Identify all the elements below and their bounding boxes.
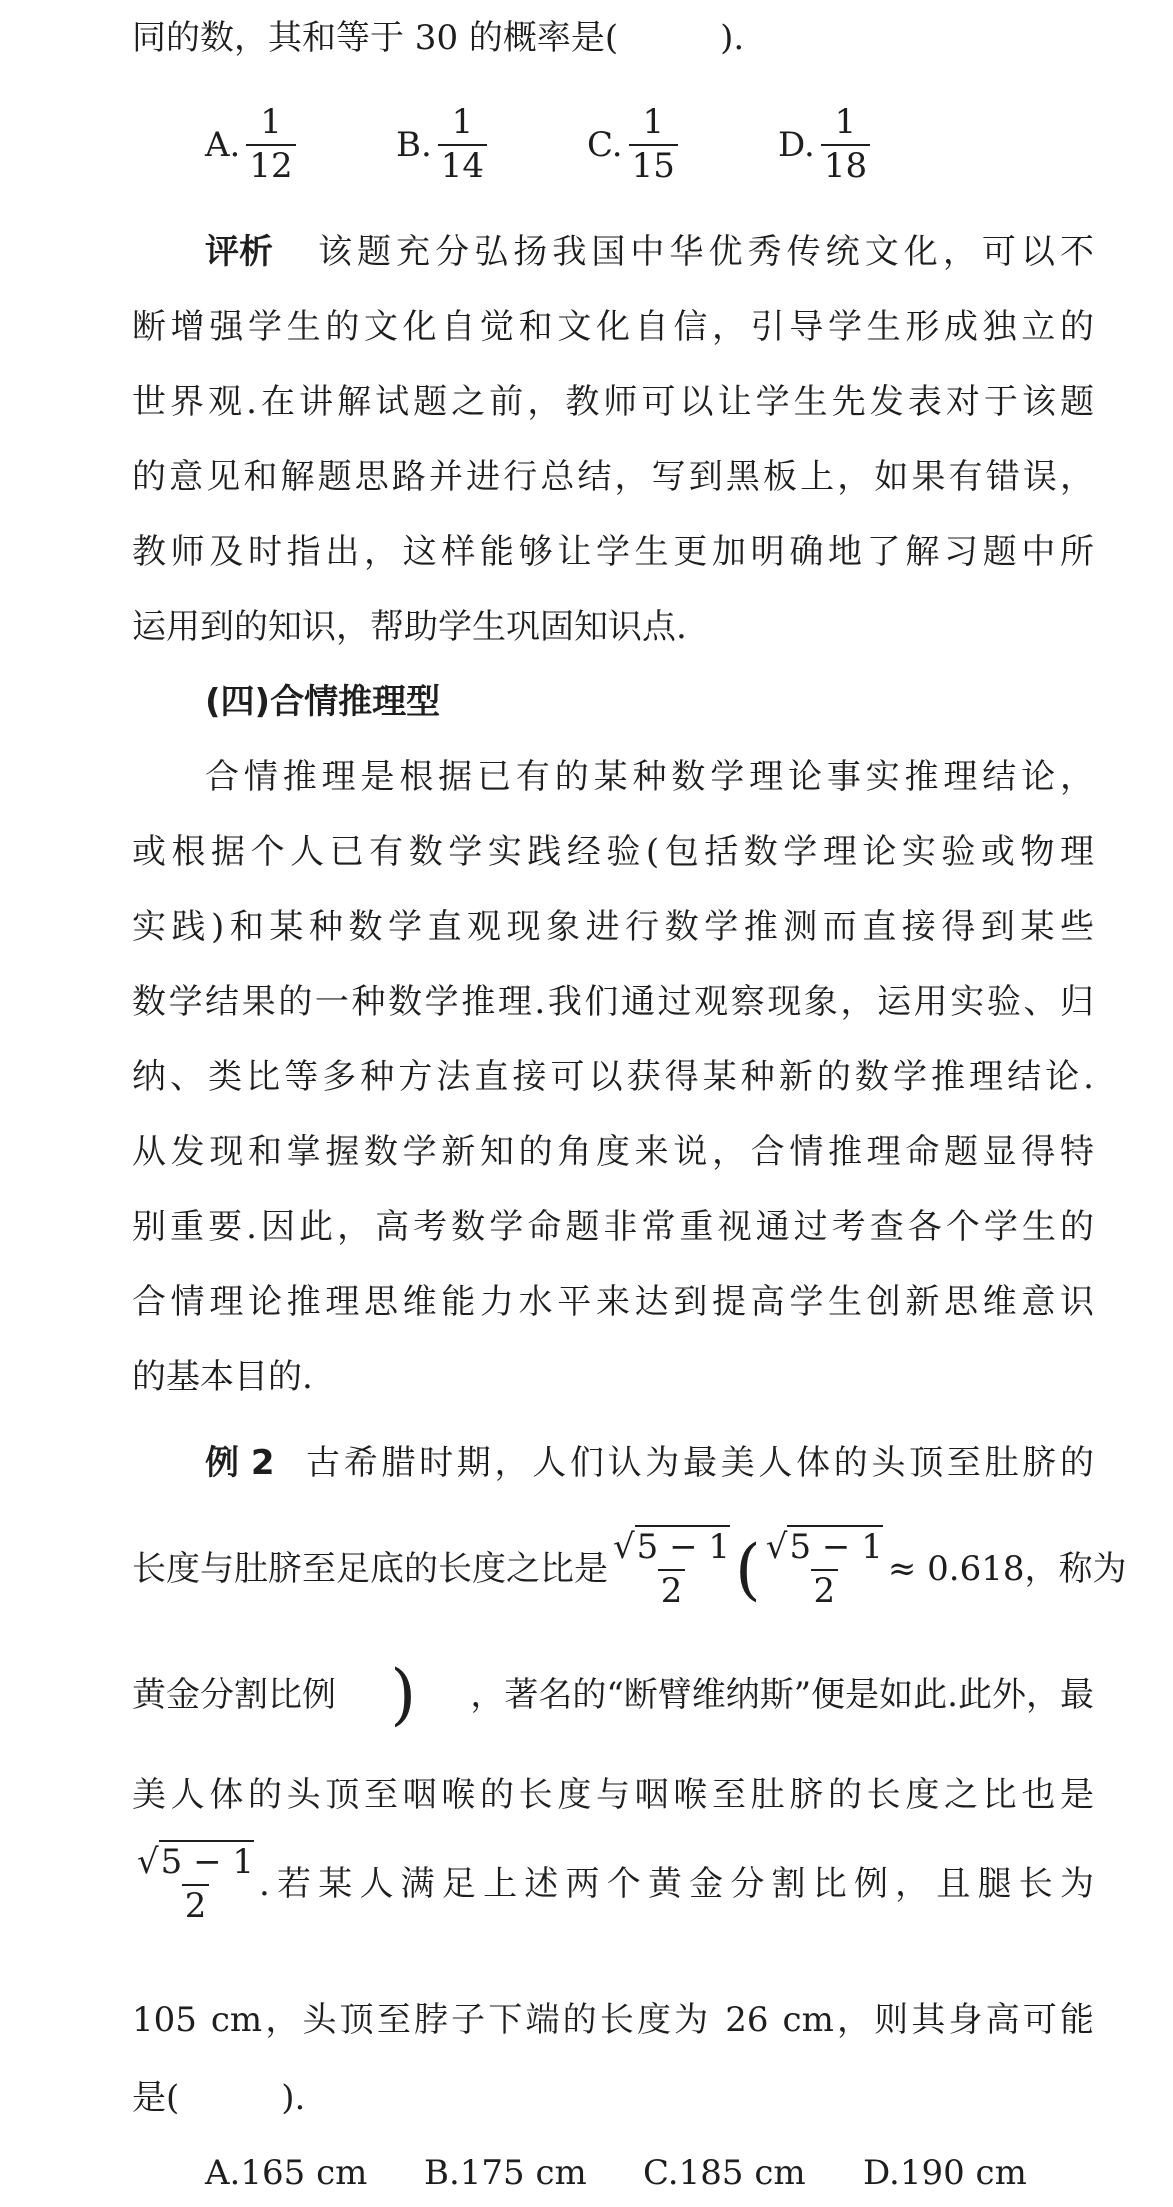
section-line-5: 纳、类比等多种方法直接可以获得某种新的数学推理结论. <box>132 1057 1094 1097</box>
fraction-denominator: 15 <box>629 144 678 185</box>
q1-option-c <box>587 102 680 186</box>
analysis-line-3: 世界观.在讲解试题之前，教师可以让学生先发表对于该题 <box>132 382 1094 422</box>
example-line-4: 美人体的头顶至咽喉的长度与咽喉至肚脐的长度之比也是 <box>132 1775 1094 1815</box>
fraction-numerator: 1 <box>260 102 282 142</box>
section-line-6: 从发现和掌握数学新知的角度来说，合情推理命题显得特 <box>132 1132 1094 1172</box>
option-fraction <box>629 102 678 186</box>
section-line-3: 实践)和某种数学直观现象进行数学推测而直接得到某些 <box>132 907 1094 947</box>
section-line-1: 合情推理是根据已有的某种数学理论事实推理结论， <box>205 757 1094 797</box>
fraction-numerator: 1 <box>642 102 665 142</box>
q1-option-a <box>205 102 298 186</box>
golden-ratio-fraction <box>610 1527 733 1611</box>
analysis-line-5: 教师及时指出，这样能够让学生更加明确地了解习题中所 <box>132 532 1094 572</box>
option-label: C. <box>587 124 623 165</box>
example-line-5 <box>132 1842 1094 1926</box>
fraction-numerator: √5 − 1 <box>765 1527 883 1567</box>
example-line-2 <box>132 1527 1127 1611</box>
golden-ratio-fraction-2 <box>763 1527 886 1611</box>
option-fraction <box>821 102 870 186</box>
example-line-3-text: 黄金分割比例 <box>132 1674 336 1715</box>
example-option-a: A.165 cm <box>205 2153 368 2193</box>
example-line-7: 是( ). <box>132 2078 306 2118</box>
analysis-line-4: 的意见和解题思路并进行总结，写到黑板上，如果有错误， <box>132 457 1094 497</box>
fraction-denominator: 2 <box>182 1884 210 1925</box>
fraction-denominator: 12 <box>246 144 295 185</box>
sqrt-radicand: 5 − 1 <box>636 1527 731 1567</box>
analysis-heading <box>205 232 273 273</box>
section-title: (四)合情推理型 <box>205 682 441 722</box>
example-label: 例 2 <box>205 1443 275 1483</box>
golden-ratio-fraction-3 <box>134 1842 257 1926</box>
option-label: A. <box>205 124 241 165</box>
fraction-numerator: √5 − 1 <box>137 1842 255 1882</box>
example-line-3 <box>132 1656 1094 1733</box>
option-fraction <box>246 102 295 186</box>
fraction-denominator: 2 <box>811 1569 839 1610</box>
example-option-b: B.175 cm <box>424 2153 587 2193</box>
section-line-9: 的基本目的. <box>132 1357 313 1397</box>
fraction-denominator: 2 <box>658 1569 686 1610</box>
option-fraction <box>438 102 487 186</box>
question-1-tail: 同的数，其和等于 30 的概率是( ). <box>132 18 745 58</box>
fraction-numerator: 1 <box>834 102 857 142</box>
analysis-line-6: 运用到的知识，帮助学生巩固知识点. <box>132 607 687 647</box>
right-paren: ) <box>390 1656 417 1733</box>
fraction-numerator: 1 <box>451 102 474 142</box>
section-line-8: 合情理论推理思维能力水平来达到提高学生创新思维意识 <box>132 1282 1094 1322</box>
option-label: B. <box>396 124 432 165</box>
analysis-line-1: 该题充分弘扬我国中华优秀传统文化，可以不 <box>318 232 1094 272</box>
fraction-denominator: 14 <box>438 144 487 185</box>
analysis-line-2: 断增强学生的文化自觉和文化自信，引导学生形成独立的 <box>132 307 1094 347</box>
left-paren: ( <box>735 1530 761 1608</box>
q1-option-d <box>778 102 872 186</box>
section-line-4: 数学结果的一种数学推理.我们通过观察现象，运用实验、归 <box>132 982 1094 1022</box>
section-line-2: 或根据个人已有数学实践经验(包括数学理论实验或物理 <box>132 832 1094 872</box>
sqrt-radicand: 5 − 1 <box>160 1842 255 1882</box>
fraction-denominator: 18 <box>821 144 870 185</box>
example-line-2-tail: ≈ 0.618，称为 <box>887 1549 1127 1590</box>
example-option-d: D.190 cm <box>863 2153 1027 2193</box>
example-option-c: C.185 cm <box>643 2153 806 2193</box>
example-line-5-tail: .若某人满足上述两个黄金分割比例，且腿长为 <box>259 1864 1094 1905</box>
sqrt-radicand: 5 − 1 <box>789 1527 883 1567</box>
example-line-6: 105 cm，头顶至脖子下端的长度为 26 cm，则其身高可能 <box>132 2000 1094 2040</box>
option-label: D. <box>778 124 815 165</box>
fraction-numerator: √5 − 1 <box>613 1527 731 1567</box>
analysis-label: 评析 <box>205 232 273 272</box>
example-line-2-text: 长度与肚脐至足底的长度之比是 <box>132 1549 608 1590</box>
example-line-1: 古希腊时期，人们认为最美人体的头顶至肚脐的 <box>306 1443 1094 1483</box>
q1-option-b <box>396 102 489 186</box>
example-line-3-tail: ，著名的“断臂维纳斯”便是如此.此外，最 <box>470 1674 1094 1715</box>
section-line-7: 别重要.因此，高考数学命题非常重视通过考查各个学生的 <box>132 1207 1094 1247</box>
